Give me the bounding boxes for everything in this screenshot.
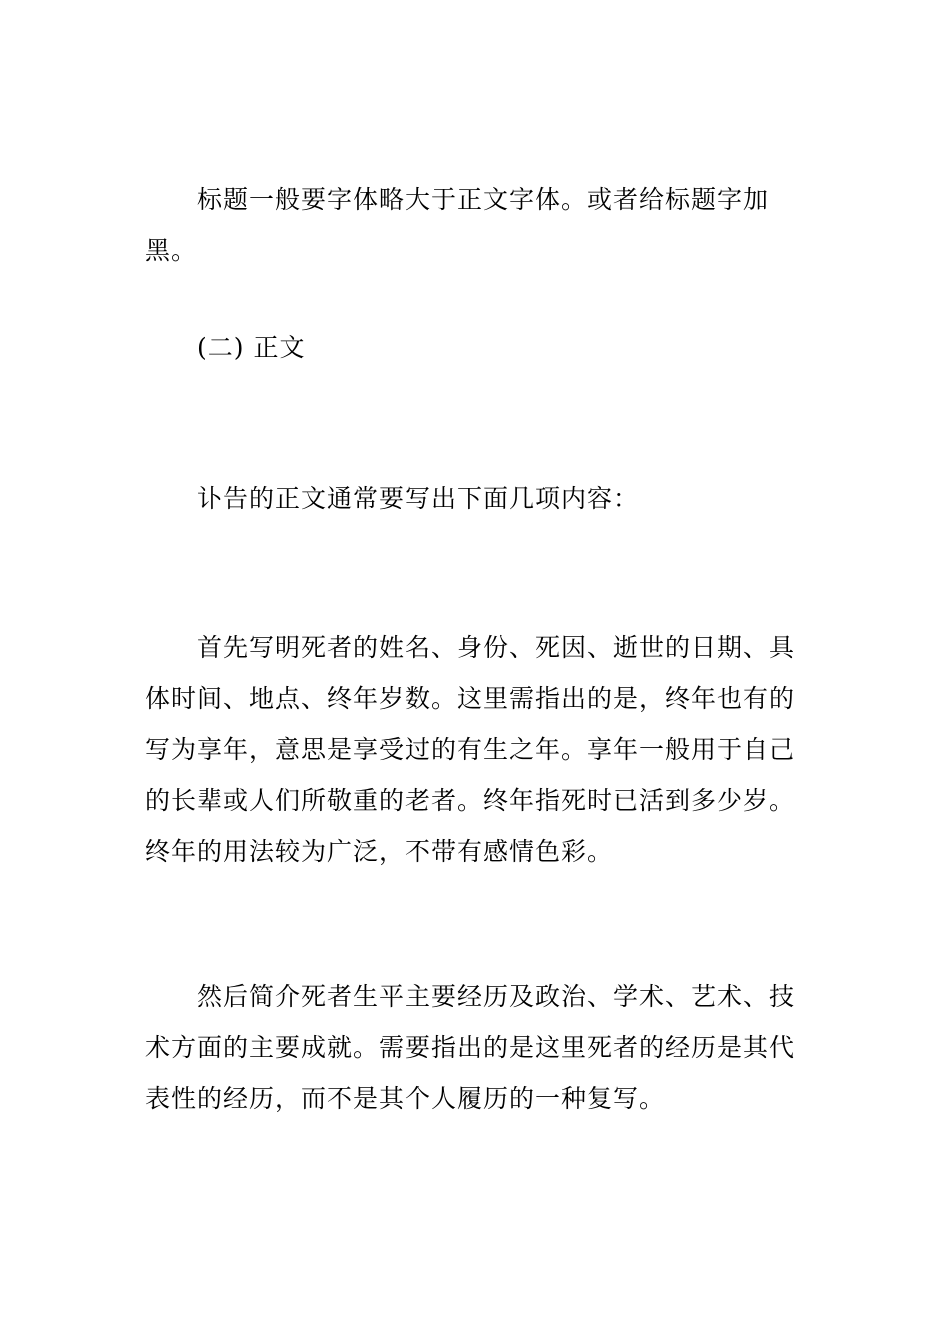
paragraph-title-format-note: 标题一般要字体略大于正文字体。或者给标题字加黑。	[145, 185, 770, 265]
paragraph-life-achievements: 然后简介死者生平主要经历及政治、学术、艺术、技术方面的主要成就。需要指出的是这里死者的经历是其代表性的经历，而不是其个人履历的一种复写。	[145, 982, 796, 1113]
paragraph-deceased-details: 首先写明死者的姓名、身份、死因、逝世的日期、具体时间、地点、终年岁数。这里需指出的是，终年也有的写为享年，意思是享受过的有生之年。享年一般用于自己的长辈或人们所敬重的老者。终年指死时已活到多少岁。终年的用法较为广泛，不带有感情色彩。	[145, 633, 796, 866]
paragraph-body-intro: 讣告的正文通常要写出下面几项内容：	[197, 484, 640, 513]
section-heading-body: (二) 正文	[197, 333, 306, 362]
